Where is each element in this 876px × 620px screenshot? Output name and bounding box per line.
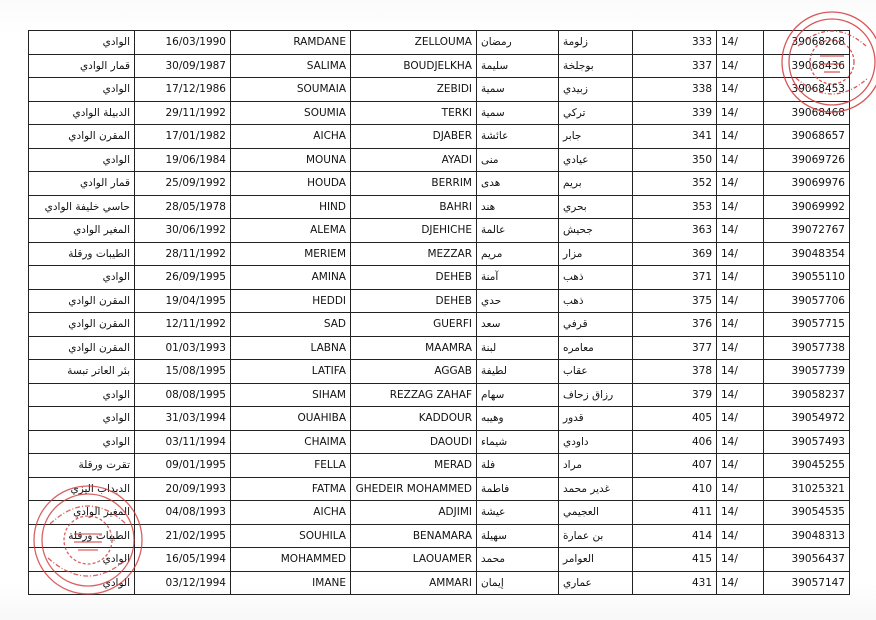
cell-code: 14/ [717, 219, 764, 243]
cell-code: 14/ [717, 407, 764, 431]
cell-date-of-birth: 31/03/1994 [135, 407, 231, 431]
cell-last-name-arabic: العجيمي [559, 501, 633, 525]
cell-code: 14/ [717, 242, 764, 266]
cell-last-name-arabic: عقاب [559, 360, 633, 384]
cell-id: 39054972 [764, 407, 850, 431]
cell-place-of-birth: بئر العاتر تبسة [29, 360, 135, 384]
cell-date-of-birth: 30/09/1987 [135, 54, 231, 78]
cell-first-name-latin: SIHAM [231, 383, 351, 407]
cell-last-name-latin: DAOUDI [351, 430, 477, 454]
cell-code: 14/ [717, 148, 764, 172]
cell-last-name-arabic: قرفي [559, 313, 633, 337]
cell-first-name-latin: SOUMAIA [231, 78, 351, 102]
table-row [29, 148, 850, 172]
cell-id: 39057739 [764, 360, 850, 384]
cell-last-name-arabic: بحري [559, 195, 633, 219]
cell-first-name-arabic: سمية [477, 101, 559, 125]
cell-first-name-latin: SAD [231, 313, 351, 337]
cell-code: 14/ [717, 477, 764, 501]
cell-first-name-latin: OUAHIBA [231, 407, 351, 431]
cell-last-name-latin: LAOUAMER [351, 548, 477, 572]
cell-date-of-birth: 20/09/1993 [135, 477, 231, 501]
table-row [29, 524, 850, 548]
table-row [29, 101, 850, 125]
cell-last-name-latin: BERRIM [351, 172, 477, 196]
cell-number: 415 [633, 548, 717, 572]
cell-date-of-birth: 03/11/1994 [135, 430, 231, 454]
table-row [29, 548, 850, 572]
cell-code: 14/ [717, 54, 764, 78]
cell-date-of-birth: 21/02/1995 [135, 524, 231, 548]
cell-last-name-latin: REZZAG ZAHAF [351, 383, 477, 407]
cell-place-of-birth: الطيبات ورقلة [29, 524, 135, 548]
cell-code: 14/ [717, 313, 764, 337]
table-row [29, 31, 850, 55]
cell-first-name-latin: SALIMA [231, 54, 351, 78]
cell-date-of-birth: 03/12/1994 [135, 571, 231, 595]
cell-number: 431 [633, 571, 717, 595]
cell-code: 14/ [717, 430, 764, 454]
cell-last-name-arabic: مزار [559, 242, 633, 266]
cell-place-of-birth: حاسي خليفة الوادي [29, 195, 135, 219]
cell-first-name-latin: HOUDA [231, 172, 351, 196]
cell-first-name-latin: LABNA [231, 336, 351, 360]
cell-place-of-birth: الوادي [29, 31, 135, 55]
table-row [29, 336, 850, 360]
cell-place-of-birth: الوادي [29, 571, 135, 595]
table-row [29, 360, 850, 384]
cell-code: 14/ [717, 78, 764, 102]
cell-last-name-latin: BAHRI [351, 195, 477, 219]
cell-id: 39055110 [764, 266, 850, 290]
cell-first-name-latin: FATMA [231, 477, 351, 501]
cell-id: 39072767 [764, 219, 850, 243]
cell-code: 14/ [717, 195, 764, 219]
cell-last-name-arabic: بن عمارة [559, 524, 633, 548]
table-row [29, 571, 850, 595]
cell-date-of-birth: 30/06/1992 [135, 219, 231, 243]
cell-first-name-latin: IMANE [231, 571, 351, 595]
cell-last-name-arabic: معامره [559, 336, 633, 360]
cell-last-name-arabic: بوجلخة [559, 54, 633, 78]
cell-code: 14/ [717, 454, 764, 478]
cell-place-of-birth: المقرن الوادي [29, 313, 135, 337]
cell-code: 14/ [717, 501, 764, 525]
cell-last-name-arabic: العوامر [559, 548, 633, 572]
cell-date-of-birth: 28/11/1992 [135, 242, 231, 266]
cell-first-name-latin: HIND [231, 195, 351, 219]
cell-last-name-arabic: مراد [559, 454, 633, 478]
cell-first-name-arabic: وهيبه [477, 407, 559, 431]
cell-number: 410 [633, 477, 717, 501]
table-row [29, 430, 850, 454]
cell-first-name-arabic: سهام [477, 383, 559, 407]
table-row [29, 407, 850, 431]
cell-place-of-birth: الوادي [29, 548, 135, 572]
cell-date-of-birth: 16/03/1990 [135, 31, 231, 55]
cell-first-name-arabic: هند [477, 195, 559, 219]
cell-id: 39057147 [764, 571, 850, 595]
cell-date-of-birth: 17/01/1982 [135, 125, 231, 149]
cell-id: 39068657 [764, 125, 850, 149]
cell-first-name-latin: AICHA [231, 125, 351, 149]
table-row [29, 242, 850, 266]
cell-last-name-arabic: قدور [559, 407, 633, 431]
cell-number: 350 [633, 148, 717, 172]
cell-code: 14/ [717, 548, 764, 572]
cell-first-name-latin: ALEMA [231, 219, 351, 243]
cell-first-name-arabic: عالمة [477, 219, 559, 243]
cell-id: 39057715 [764, 313, 850, 337]
cell-last-name-arabic: رزاق زحاف [559, 383, 633, 407]
cell-first-name-arabic: منى [477, 148, 559, 172]
cell-first-name-latin: AMINA [231, 266, 351, 290]
cell-code: 14/ [717, 266, 764, 290]
cell-first-name-arabic: فلة [477, 454, 559, 478]
cell-number: 371 [633, 266, 717, 290]
cell-first-name-arabic: سهيلة [477, 524, 559, 548]
cell-code: 14/ [717, 383, 764, 407]
cell-first-name-latin: AICHA [231, 501, 351, 525]
cell-place-of-birth: المقرن الوادي [29, 336, 135, 360]
cell-first-name-arabic: حدي [477, 289, 559, 313]
cell-number: 378 [633, 360, 717, 384]
cell-place-of-birth: قمار الوادي [29, 172, 135, 196]
cell-last-name-arabic: تركي [559, 101, 633, 125]
cell-date-of-birth: 25/09/1992 [135, 172, 231, 196]
cell-first-name-latin: RAMDANE [231, 31, 351, 55]
cell-first-name-arabic: رمضان [477, 31, 559, 55]
cell-first-name-arabic: عيشة [477, 501, 559, 525]
cell-code: 14/ [717, 31, 764, 55]
cell-number: 333 [633, 31, 717, 55]
cell-number: 369 [633, 242, 717, 266]
cell-last-name-latin: AMMARI [351, 571, 477, 595]
cell-last-name-latin: TERKI [351, 101, 477, 125]
roster-body [29, 31, 850, 595]
cell-id: 39068268 [764, 31, 850, 55]
cell-first-name-latin: CHAIMA [231, 430, 351, 454]
cell-number: 338 [633, 78, 717, 102]
cell-first-name-arabic: هدى [477, 172, 559, 196]
cell-date-of-birth: 28/05/1978 [135, 195, 231, 219]
cell-last-name-arabic: ذهب [559, 289, 633, 313]
cell-date-of-birth: 09/01/1995 [135, 454, 231, 478]
cell-last-name-latin: DEHEB [351, 289, 477, 313]
cell-id: 39057738 [764, 336, 850, 360]
cell-id: 39058237 [764, 383, 850, 407]
cell-id: 39057493 [764, 430, 850, 454]
cell-date-of-birth: 04/08/1993 [135, 501, 231, 525]
table-row [29, 172, 850, 196]
cell-number: 363 [633, 219, 717, 243]
cell-place-of-birth: المغير الوادي [29, 219, 135, 243]
cell-id: 31025321 [764, 477, 850, 501]
cell-first-name-latin: SOUHILA [231, 524, 351, 548]
table-row [29, 454, 850, 478]
cell-id: 39054535 [764, 501, 850, 525]
cell-date-of-birth: 17/12/1986 [135, 78, 231, 102]
cell-number: 341 [633, 125, 717, 149]
cell-id: 39068453 [764, 78, 850, 102]
cell-last-name-latin: DEHEB [351, 266, 477, 290]
cell-place-of-birth: الوادي [29, 266, 135, 290]
cell-date-of-birth: 29/11/1992 [135, 101, 231, 125]
cell-number: 375 [633, 289, 717, 313]
cell-last-name-arabic: غدير محمد [559, 477, 633, 501]
cell-number: 339 [633, 101, 717, 125]
cell-number: 379 [633, 383, 717, 407]
cell-first-name-arabic: عائشة [477, 125, 559, 149]
cell-date-of-birth: 12/11/1992 [135, 313, 231, 337]
cell-place-of-birth: الطيبات ورقلة [29, 242, 135, 266]
table-row [29, 78, 850, 102]
cell-first-name-arabic: إيمان [477, 571, 559, 595]
cell-last-name-latin: DJABER [351, 125, 477, 149]
cell-number: 406 [633, 430, 717, 454]
cell-last-name-latin: MAAMRA [351, 336, 477, 360]
cell-first-name-latin: SOUMIA [231, 101, 351, 125]
cell-code: 14/ [717, 571, 764, 595]
cell-last-name-latin: GUERFI [351, 313, 477, 337]
table-row [29, 501, 850, 525]
cell-last-name-arabic: ذهب [559, 266, 633, 290]
cell-place-of-birth: الدبيلة الوادي [29, 101, 135, 125]
cell-date-of-birth: 26/09/1995 [135, 266, 231, 290]
cell-date-of-birth: 16/05/1994 [135, 548, 231, 572]
table-row [29, 289, 850, 313]
cell-code: 14/ [717, 125, 764, 149]
cell-id: 39048313 [764, 524, 850, 548]
cell-id: 39068468 [764, 101, 850, 125]
table-row [29, 266, 850, 290]
cell-id: 39048354 [764, 242, 850, 266]
table-row [29, 313, 850, 337]
cell-first-name-arabic: فاطمة [477, 477, 559, 501]
cell-last-name-latin: DJEHICHE [351, 219, 477, 243]
cell-first-name-arabic: لطيفة [477, 360, 559, 384]
table-row [29, 125, 850, 149]
cell-id: 39045255 [764, 454, 850, 478]
cell-last-name-arabic: عيادي [559, 148, 633, 172]
cell-first-name-latin: MOUNA [231, 148, 351, 172]
cell-code: 14/ [717, 172, 764, 196]
cell-id: 39057706 [764, 289, 850, 313]
cell-first-name-arabic: مريم [477, 242, 559, 266]
cell-number: 376 [633, 313, 717, 337]
cell-first-name-latin: MOHAMMED [231, 548, 351, 572]
cell-code: 14/ [717, 101, 764, 125]
cell-number: 352 [633, 172, 717, 196]
cell-number: 407 [633, 454, 717, 478]
cell-first-name-latin: HEDDI [231, 289, 351, 313]
cell-first-name-arabic: شيماء [477, 430, 559, 454]
cell-code: 14/ [717, 289, 764, 313]
cell-last-name-latin: MERAD [351, 454, 477, 478]
cell-number: 411 [633, 501, 717, 525]
cell-id: 39056437 [764, 548, 850, 572]
cell-first-name-latin: LATIFA [231, 360, 351, 384]
cell-first-name-arabic: سمية [477, 78, 559, 102]
cell-last-name-latin: BOUDJELKHA [351, 54, 477, 78]
cell-date-of-birth: 19/06/1984 [135, 148, 231, 172]
cell-number: 414 [633, 524, 717, 548]
cell-place-of-birth: المقرن الوادي [29, 125, 135, 149]
cell-last-name-arabic: زبيدي [559, 78, 633, 102]
cell-last-name-latin: MEZZAR [351, 242, 477, 266]
cell-place-of-birth: المقرن الوادي [29, 289, 135, 313]
cell-first-name-latin: FELLA [231, 454, 351, 478]
cell-first-name-latin: MERIEM [231, 242, 351, 266]
cell-number: 405 [633, 407, 717, 431]
cell-place-of-birth: الوادي [29, 148, 135, 172]
cell-number: 353 [633, 195, 717, 219]
cell-date-of-birth: 01/03/1993 [135, 336, 231, 360]
cell-first-name-arabic: سليمة [477, 54, 559, 78]
cell-last-name-latin: ZEBIDI [351, 78, 477, 102]
cell-number: 377 [633, 336, 717, 360]
cell-first-name-arabic: محمد [477, 548, 559, 572]
cell-code: 14/ [717, 336, 764, 360]
cell-last-name-latin: KADDOUR [351, 407, 477, 431]
cell-last-name-arabic: جحيش [559, 219, 633, 243]
cell-place-of-birth: المغير الوادي [29, 501, 135, 525]
cell-last-name-arabic: داودي [559, 430, 633, 454]
cell-id: 39068436 [764, 54, 850, 78]
cell-place-of-birth: الوادي [29, 430, 135, 454]
cell-place-of-birth: تقرت ورقلة [29, 454, 135, 478]
cell-last-name-arabic: زلومة [559, 31, 633, 55]
cell-code: 14/ [717, 360, 764, 384]
table-row [29, 383, 850, 407]
cell-date-of-birth: 15/08/1995 [135, 360, 231, 384]
cell-place-of-birth: الوادي [29, 78, 135, 102]
cell-last-name-latin: BENAMARA [351, 524, 477, 548]
cell-first-name-arabic: لبنة [477, 336, 559, 360]
table-row [29, 477, 850, 501]
cell-place-of-birth: الدبداب اليزي [29, 477, 135, 501]
cell-first-name-arabic: آمنة [477, 266, 559, 290]
cell-last-name-arabic: عماري [559, 571, 633, 595]
cell-place-of-birth: الوادي [29, 383, 135, 407]
cell-number: 337 [633, 54, 717, 78]
cell-id: 39069992 [764, 195, 850, 219]
cell-last-name-latin: ADJIMI [351, 501, 477, 525]
cell-last-name-arabic: جابر [559, 125, 633, 149]
cell-date-of-birth: 08/08/1995 [135, 383, 231, 407]
cell-date-of-birth: 19/04/1995 [135, 289, 231, 313]
cell-id: 39069976 [764, 172, 850, 196]
cell-last-name-latin: GHEDEIR MOHAMMED [351, 477, 477, 501]
roster-table [28, 30, 850, 595]
table-row [29, 195, 850, 219]
cell-place-of-birth: الوادي [29, 407, 135, 431]
cell-last-name-latin: AGGAB [351, 360, 477, 384]
cell-last-name-latin: ZELLOUMA [351, 31, 477, 55]
cell-last-name-arabic: بريم [559, 172, 633, 196]
cell-place-of-birth: قمار الوادي [29, 54, 135, 78]
cell-first-name-arabic: سعد [477, 313, 559, 337]
cell-last-name-latin: AYADI [351, 148, 477, 172]
table-row [29, 54, 850, 78]
cell-code: 14/ [717, 524, 764, 548]
table-row [29, 219, 850, 243]
cell-id: 39069726 [764, 148, 850, 172]
